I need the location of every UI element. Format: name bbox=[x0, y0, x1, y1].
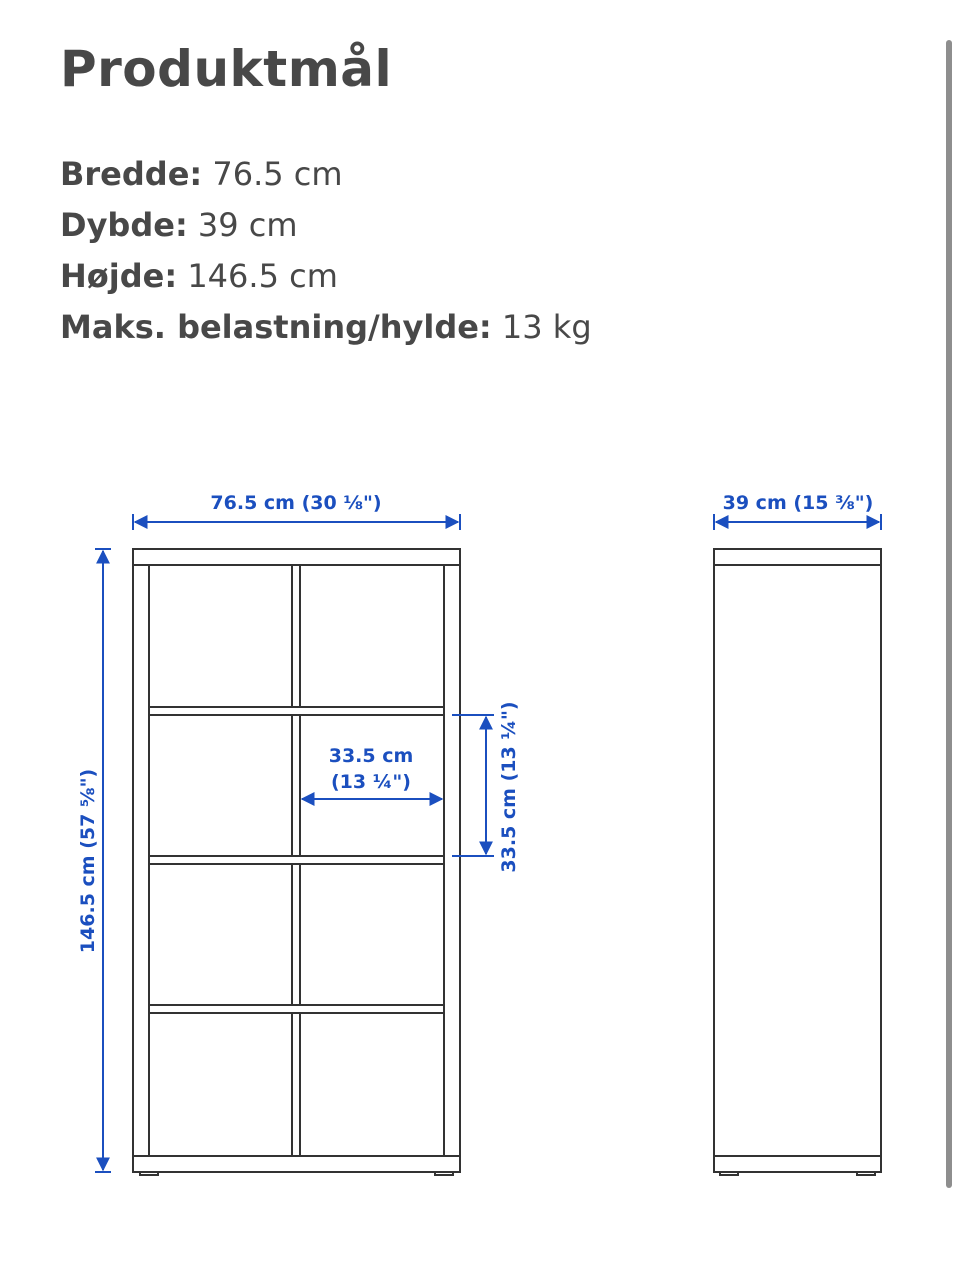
front-top-board bbox=[133, 549, 460, 565]
spec-height-label: Højde: bbox=[60, 257, 178, 295]
side-bottom-board bbox=[714, 1156, 881, 1172]
front-left-panel bbox=[133, 565, 149, 1156]
spec-width-value: 76.5 cm bbox=[212, 155, 343, 193]
compartment-height-label: 33.5 cm (13 ¼") bbox=[498, 701, 520, 873]
front-shelf-1 bbox=[149, 707, 444, 715]
spec-depth-value: 39 cm bbox=[197, 206, 298, 244]
shelf-side-view bbox=[714, 549, 881, 1175]
front-shelf-3 bbox=[149, 1005, 444, 1013]
spec-width-label: Bredde: bbox=[60, 155, 203, 193]
spec-width bbox=[60, 152, 592, 203]
side-foot-left bbox=[720, 1172, 738, 1175]
front-bottom-board bbox=[133, 1156, 460, 1172]
shelf-front-view bbox=[133, 549, 460, 1175]
side-panel bbox=[714, 565, 881, 1156]
product-dimensions-list bbox=[60, 152, 592, 356]
front-foot-left bbox=[140, 1172, 158, 1175]
side-foot-right bbox=[857, 1172, 875, 1175]
spec-depth-label: Dybde: bbox=[60, 206, 188, 244]
depth-dimension-label: 39 cm (15 ⅜") bbox=[722, 492, 874, 514]
spec-height-value: 146.5 cm bbox=[187, 257, 338, 295]
scrollbar[interactable] bbox=[946, 40, 952, 1188]
dimension-drawing bbox=[0, 470, 940, 1190]
front-shelf-2 bbox=[149, 856, 444, 864]
page-title: Produktmål bbox=[60, 40, 393, 98]
spec-height bbox=[60, 254, 592, 305]
front-right-panel bbox=[444, 565, 460, 1156]
spec-max-load-value: 13 kg bbox=[501, 308, 592, 346]
spec-max-load bbox=[60, 305, 592, 356]
height-dimension-label: 146.5 cm (57 ⅝") bbox=[77, 768, 99, 954]
side-top-board bbox=[714, 549, 881, 565]
front-foot-right bbox=[435, 1172, 453, 1175]
compartment-width-label-line1: 33.5 cm bbox=[328, 745, 414, 767]
compartment-width-label-line2: (13 ¼") bbox=[331, 771, 411, 793]
spec-max-load-label: Maks. belastning/hylde: bbox=[60, 308, 492, 346]
width-dimension-label: 76.5 cm (30 ⅛") bbox=[210, 492, 382, 514]
spec-depth bbox=[60, 203, 592, 254]
